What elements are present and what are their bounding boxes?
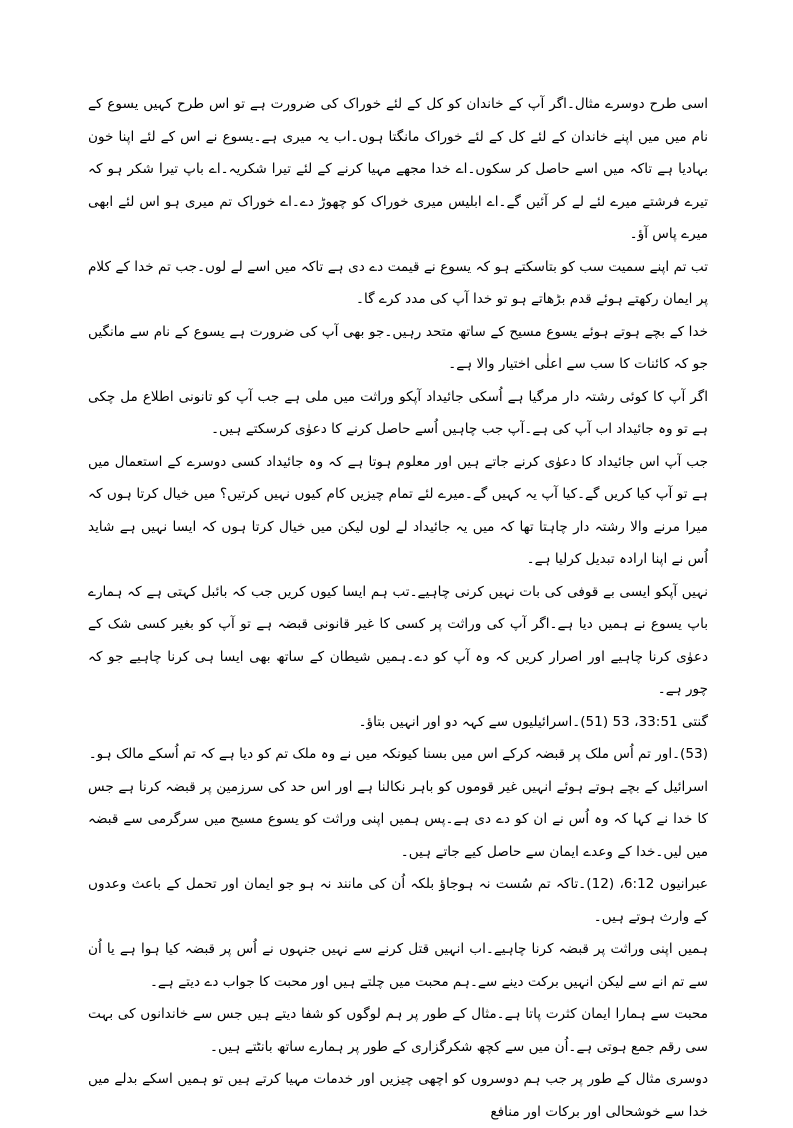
- document-page: [88, 88, 708, 1128]
- paragraph-6: نہیں آپکو ایسی بے قوفی کی بات نہیں کرنی چاہیے۔تب ہم ایسا کیوں کریں جب کہ بائبل کہتی ہے کہ ہمارے باپ یسوع نے ہمیں دیا ہے۔اگر آپ کی وراثت پر کسی کا غیر قانونی قبضہ ہے تو آپ کو بغیر کسی شک کے دعوٰی کرنا چاہیے اور اصرار کریں کہ وہ آپ کو دے۔ہمیں شیطان کے ساتھ بھی ایسا ہی کرنا چاہیے جو کہ چور ہے۔: [88, 583, 708, 697]
- paragraph-1: [88, 88, 708, 251]
- scripture-verse-numbers-53: (53)۔اور تم اُس ملک پر قبضہ کرکے اس میں بسنا کیونکہ میں نے وہ ملک تم کو دیا ہے کہ تم اُسکے مالک ہو۔: [88, 746, 708, 762]
- scripture-reference-hebrews: عبرانیوں 6:12، (12)۔تاکہ تم سُست نہ ہوجاؤ بلکہ اُن کی مانند نہ ہو جو ایمان اور تحمل کے باعث وعدوں کے وارث ہوتے ہیں۔: [88, 876, 709, 925]
- paragraph-7: اسرائیل کے بچے ہوتے ہوئے انہیں غیر قوموں کو باہر نکالنا ہے اور اس حد کی سرزمین پر قبضہ کرنا ہے جس کا خدا نے کہا کہ وہ اُس نے ان کو دے دی ہے۔پس ہمیں اپنی وراثت کو یسوع مسیح میں سرگرمی سے قبضہ میں لیں۔خدا کے وعدے ایمان سے حاصل کیے جاتے ہیں۔: [88, 778, 708, 860]
- paragraph-5: جب آپ اس جائیداد کا دعوٰی کرنے جاتے ہیں اور معلوم ہوتا ہے کہ وہ جائیداد کسی دوسرے کے استعمال میں ہے تو آپ کیا کریں گے۔کیا آپ یہ کہیں گے۔میرے لئے تمام چیزیں کام کیوں نہیں کرتیں؟ میں خیال کرتا ہوں کہ میرا مرنے والا رشتہ دار چاہتا تھا کہ میں یہ جائیداد لے لوں لیکن میں خیال کرتا ہوں کہ ایسا نہیں ہے شاید اُس نے اپنا ارادہ تبدیل کرلیا ہے۔: [88, 453, 708, 567]
- paragraph-8: ہمیں اپنی وراثت پر قبضہ کرنا چاہیے۔اب انہیں قتل کرنے سے نہیں جنہوں نے اُس پر قبضہ کیا ہوا ہے یا اُن سے تم انے سے لیکن انہیں برکت دینے سے۔ہم محبت میں چلتے ہیں اور محبت کا جواب دے دیتے ہے۔: [88, 941, 708, 990]
- paragraph-4: اگر آپ کا کوئی رشتہ دار مرگیا ہے اُسکی جائیداد آپکو وراثت میں ملی ہے جب آپ کو تانونی اطلاع مل چکی ہے تو وہ جائیداد اب آپ کی ہے۔آپ جب چاہیں اُسے حاصل کرنے کا دعوٰی کرسکتے ہیں۔: [88, 388, 708, 437]
- scripture-reference-numbers: گنتی 33:51، 53 (51)۔اسرائیلیوں سے کہہ دو اور انہیں بتاؤ۔: [358, 713, 708, 730]
- paragraph-9: محبت سے ہمارا ایمان کثرت پاتا ہے۔مثال کے طور پر ہم لوگوں کو شفا دیتے ہیں جس سے خاندانوں کی بہت سی رقم جمع ہوتی ہے۔اُن میں سے کچھ شکرگزاری کے طور پر ہمارے ساتھ بانٹتے ہیں۔: [88, 1006, 708, 1055]
- paragraph-2: تب تم اپنے سمیت سب کو بتاسکتے ہو کہ یسوع نے قیمت دے دی ہے تاکہ میں اسے لے لوں۔جب تم خدا کے کلام پر ایمان رکھتے ہوئے قدم بڑھاتے ہو تو خدا آپ کی مدد کرے گا۔: [88, 258, 708, 307]
- paragraph-1-part-1: اسی طرح دوسرے مثال۔اگر آپ کے خاندان کو کل کے لئے خوراک کی ضرورت ہے تو اس طرح کہیں: [143, 96, 708, 112]
- paragraph-3: خدا کے بچے ہوتے ہوئے یسوع مسیح کے ساتھ متحد رہیں۔جو بھی آپ کی ضرورت ہے یسوع کے نام سے مانگیں جو کہ کائنات کا سب سے اعلٰی اختیار والا ہے۔: [88, 323, 708, 372]
- paragraph-1-part-2: یسوع کے نام میں میں اپنے خاندان کے لئے کل کے لئے خوراک مانگتا ہوں۔اب یہ میری ہے۔یسوع نے اس کے لئے اپنا خون بہادیا ہے تاکہ میں اسے حاصل کر سکوں۔اے خدا مجھے مہیا کرنے کے لئے تیرا شکریہ۔اے باپ تیرا شکر ہو کہ تیرے فرشتے میرے لئے لے کر آئیں گے۔اے ابلیس میری خوراک کو چھوڑ دے۔اے خوراک تم میری ہو اس لئے ابھی میرے پاس آؤ۔: [88, 96, 708, 242]
- paragraph-10: دوسری مثال کے طور پر جب ہم دوسروں کو اچھی چیزیں اور خدمات مہیا کرتے ہیں تو ہمیں اسکے بدلے میں خدا سے خوشحالی اور برکات اور منافع: [88, 1071, 708, 1120]
